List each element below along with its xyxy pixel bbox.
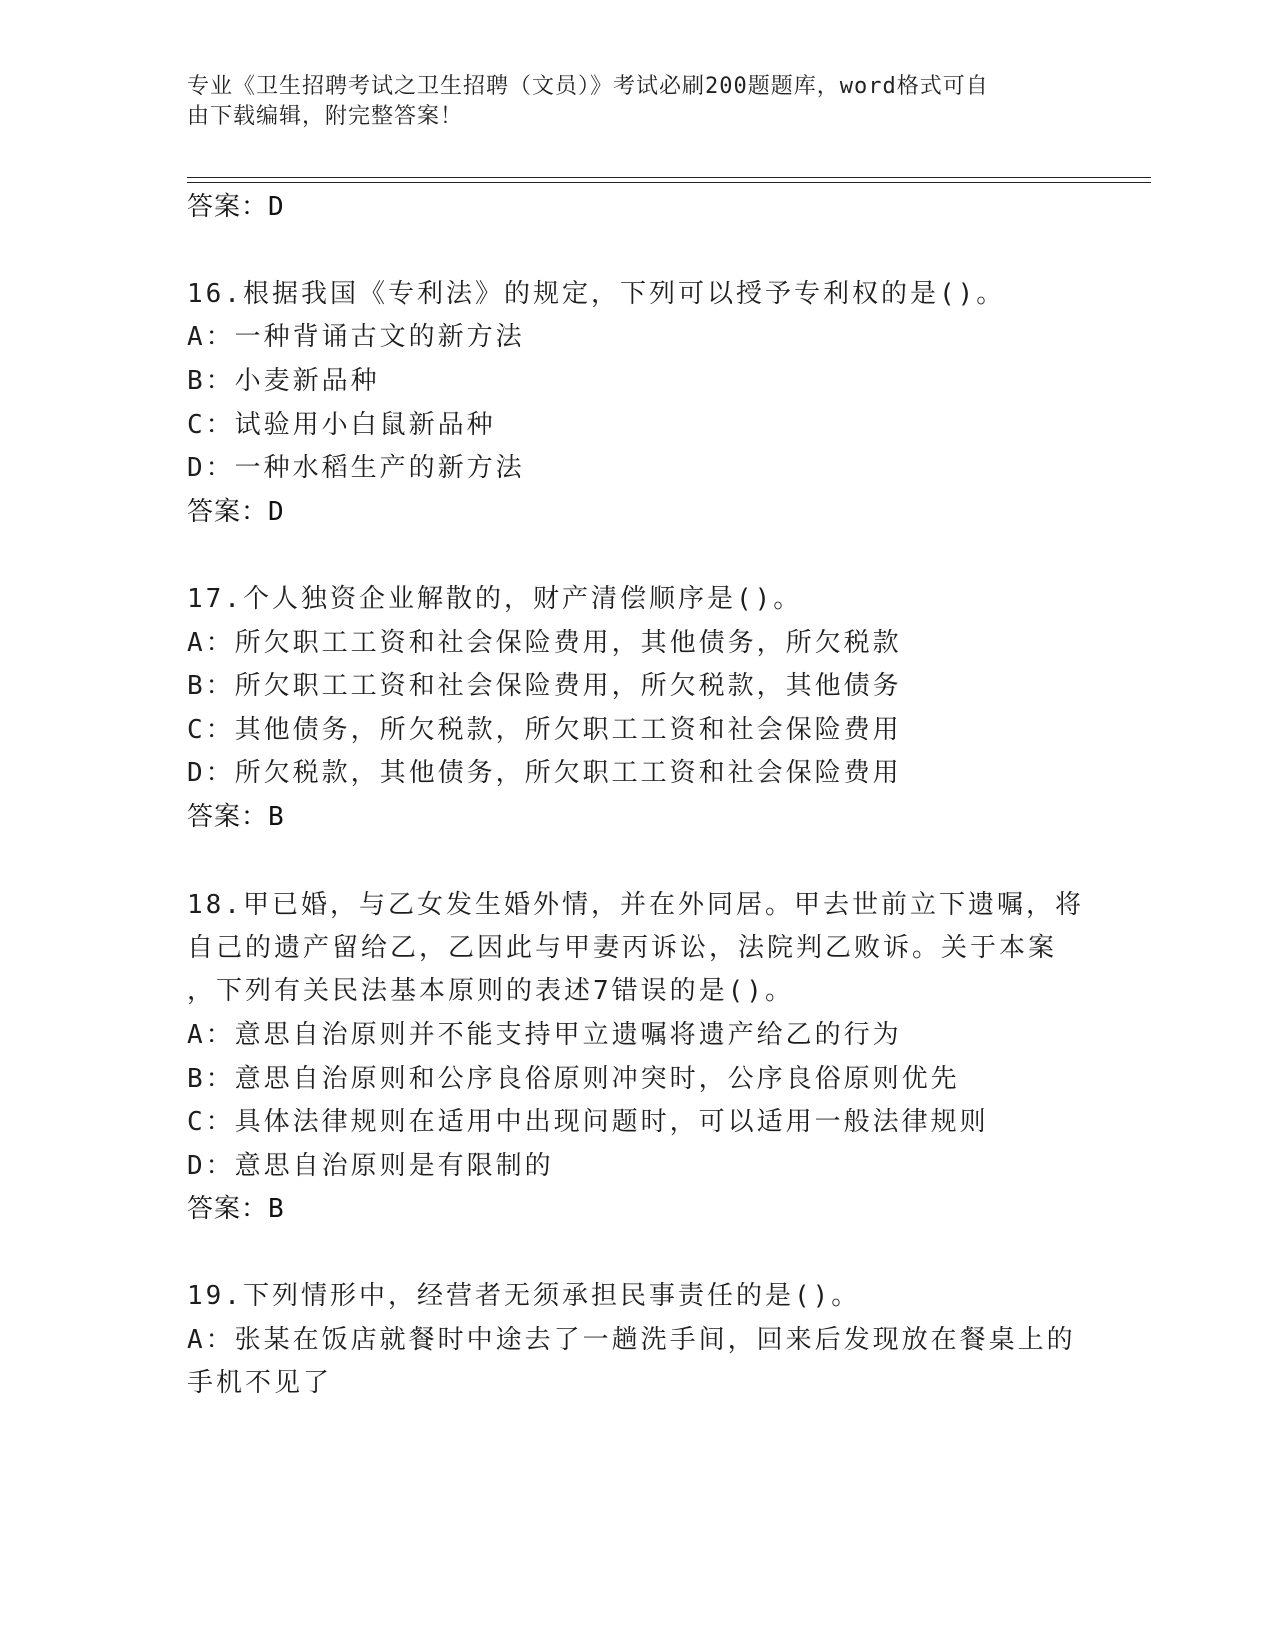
header-divider-top	[187, 177, 1151, 178]
question-18-stem-line-3: ，下列有关民法基本原则的表述7错误的是()。	[187, 976, 794, 1006]
answer-label: 答案：	[187, 1194, 269, 1224]
question-16-option-a: A：一种背诵古文的新方法	[187, 322, 525, 352]
question-18-stem-line-1: 18.甲已婚，与乙女发生婚外情，并在外同居。甲去世前立下遗嘱，将	[187, 890, 1084, 920]
document-header	[187, 72, 1067, 132]
answer-value: B	[268, 1194, 286, 1224]
header-line-1: 专业《卫生招聘考试之卫生招聘（文员）》考试必刷200题题库，word格式可自	[187, 74, 989, 99]
question-18-option-a: A：意思自治原则并不能支持甲立遗嘱将遗产给乙的行为	[187, 1020, 902, 1050]
question-18-option-d: D：意思自治原则是有限制的	[187, 1151, 554, 1181]
question-18-option-c: C：具体法律规则在适用中出现问题时，可以适用一般法律规则	[187, 1107, 989, 1137]
question-17-option-b: B：所欠职工工资和社会保险费用，所欠税款，其他债务	[187, 671, 902, 701]
question-17-option-c: C：其他债务，所欠税款，所欠职工工资和社会保险费用	[187, 715, 902, 745]
question-16-stem: 16.根据我国《专利法》的规定，下列可以授予专利权的是()。	[187, 279, 1006, 309]
question-17-option-a: A：所欠职工工资和社会保险费用，其他债务，所欠税款	[187, 628, 902, 658]
answer-label: 答案：	[187, 802, 269, 832]
question-17-stem: 17.个人独资企业解散的，财产清偿顺序是()。	[187, 584, 803, 614]
header-line-2: 由下载编辑，附完整答案！	[187, 104, 464, 129]
question-19-option-a-line-2: 手机不见了	[187, 1368, 333, 1398]
answer-line-17	[187, 796, 286, 833]
header-divider-bottom	[187, 182, 1151, 183]
question-17-option-d: D：所欠税款，其他债务，所欠职工工资和社会保险费用	[187, 758, 902, 788]
answer-value: D	[268, 192, 286, 222]
answer-line-15	[187, 186, 286, 223]
answer-value: B	[268, 802, 286, 832]
question-19-stem: 19.下列情形中，经营者无须承担民事责任的是()。	[187, 1281, 861, 1311]
answer-label: 答案：	[187, 192, 269, 222]
question-16-option-b: B：小麦新品种	[187, 366, 380, 396]
question-18-stem-line-2: 自己的遗产留给乙，乙因此与甲妻丙诉讼，法院判乙败诉。关于本案	[187, 933, 1058, 963]
answer-line-18	[187, 1188, 286, 1225]
answer-value: D	[268, 497, 286, 527]
question-19-option-a-line-1: A：张某在饭店就餐时中途去了一趟洗手间，回来后发现放在餐桌上的	[187, 1325, 1076, 1355]
answer-label: 答案：	[187, 497, 269, 527]
question-16-option-d: D：一种水稻生产的新方法	[187, 453, 525, 483]
question-16-option-c: C：试验用小白鼠新品种	[187, 410, 496, 440]
answer-line-16	[187, 491, 286, 528]
question-18-option-b: B：意思自治原则和公序良俗原则冲突时，公序良俗原则优先	[187, 1064, 960, 1094]
